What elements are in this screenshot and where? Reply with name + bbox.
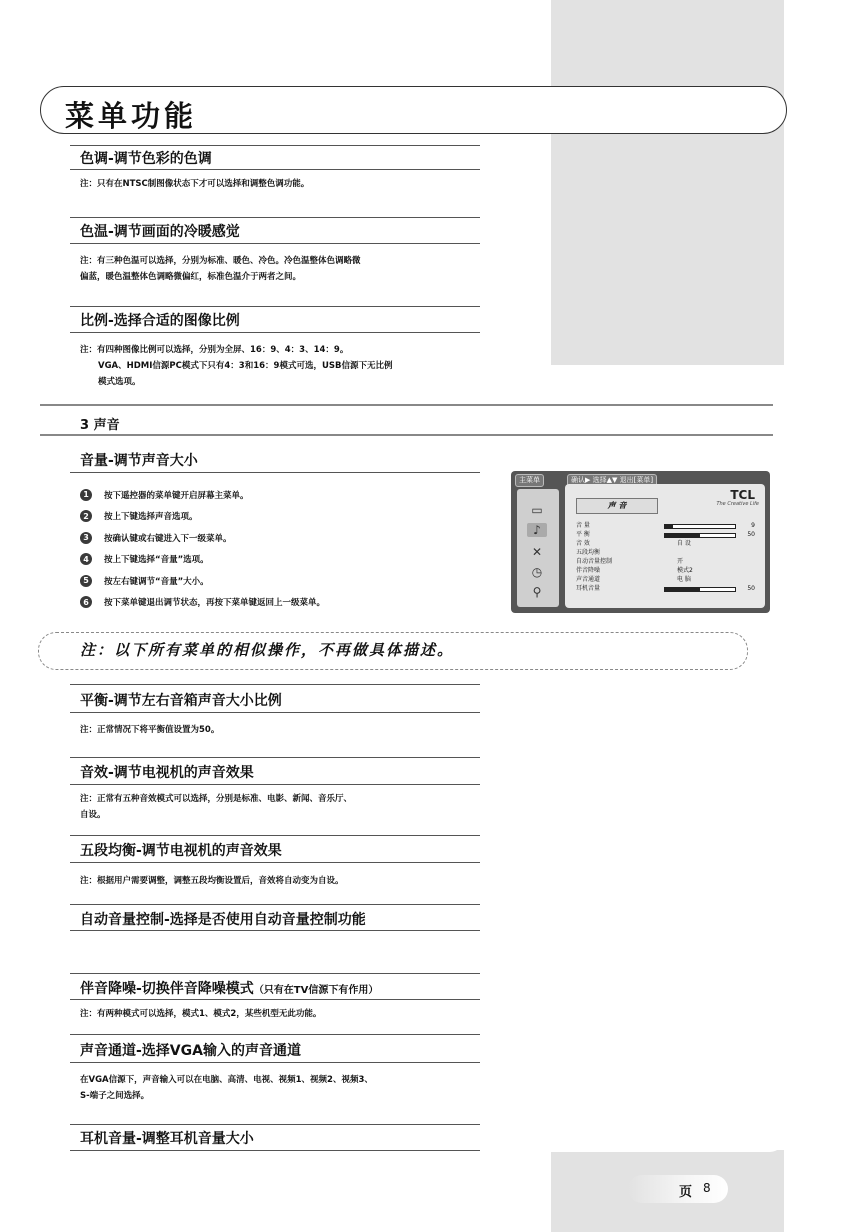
note-line: S-端子之间选择。	[80, 1091, 150, 1101]
divider	[70, 999, 480, 1000]
osd-sidebar	[517, 489, 559, 607]
note-line: 在VGA信源下，声音输入可以在电脑、高清、电视、视频1、视频2、视频3、	[80, 1075, 373, 1085]
osd-row-label: 音 效	[576, 540, 590, 547]
clock-icon: ◷	[531, 565, 543, 579]
step-text: 按上下键选择“音量”选项。	[104, 555, 209, 566]
divider	[70, 217, 480, 218]
divider	[70, 930, 480, 931]
tcl-logo: TCL	[730, 488, 755, 502]
note-line: 自设。	[80, 810, 106, 820]
tools-icon: ✕	[531, 545, 543, 559]
section-heading-balance: 平衡-调节左右音箱声音大小比例	[80, 693, 282, 709]
divider	[70, 757, 480, 758]
note-hue	[80, 176, 480, 192]
divider	[70, 904, 480, 905]
step-number: 1	[80, 489, 92, 501]
margin-bottom	[784, 1150, 853, 1232]
step-text: 按上下键选择声音选项。	[104, 512, 198, 523]
osd-level-fill	[665, 525, 673, 528]
note-line: 注：根据用户需要调整，调整五段均衡设置后，音效将自动变为自设。	[80, 876, 344, 886]
note-aspect	[80, 342, 480, 390]
step-text: 按左右键调节“音量”大小。	[104, 576, 209, 587]
osd-row-value: 9	[751, 522, 755, 529]
osd-row	[576, 585, 761, 592]
note-line: 注：有三种色温可以选择，分别为标准、暖色、冷色。冷色温整体色调略微	[80, 256, 361, 266]
note-equalizer	[80, 873, 480, 889]
step-item	[80, 484, 500, 506]
step-item	[80, 527, 500, 549]
section-heading-effect: 音效-调节电视机的声音效果	[80, 765, 254, 781]
osd-row-label: 五段均衡	[576, 549, 601, 556]
divider	[70, 1150, 480, 1151]
section-divider	[40, 434, 773, 436]
note-line: 模式选项。	[98, 377, 141, 387]
note-line: 注：有四种图像比例可以选择，分别为全屏、16：9、4：3、14：9。	[80, 345, 349, 355]
step-number: 6	[80, 596, 92, 608]
section-heading-noise-reduction	[80, 978, 378, 998]
section-heading-aspect: 比例-选择合适的图像比例	[80, 313, 240, 329]
osd-row-value: 50	[747, 531, 755, 538]
section-heading-hue: 色调-调节色彩的色调	[80, 151, 212, 167]
osd-row-label: 伴音降噪	[576, 567, 601, 574]
step-number: 4	[80, 553, 92, 565]
page-number: 8	[703, 1181, 711, 1195]
step-list	[80, 484, 500, 613]
osd-row	[576, 540, 761, 547]
osd-row-setting: 开	[677, 558, 684, 565]
note-color-temp	[80, 253, 480, 285]
osd-row-label: 声音通道	[576, 576, 601, 583]
note-line: VGA、HDMI信源PC模式下只有4：3和16：9模式可选，USB信源下无比例	[98, 361, 393, 371]
divider	[70, 169, 480, 170]
osd-row	[576, 531, 761, 538]
step-number: 5	[80, 575, 92, 587]
section-heading-color-temp: 色温-调节画面的冷暖感觉	[80, 224, 240, 240]
divider	[70, 243, 480, 244]
osd-row	[576, 567, 761, 574]
osd-row-label: 耳机音量	[576, 585, 601, 592]
osd-level-fill	[665, 534, 700, 537]
osd-sound-menu-screenshot	[511, 471, 770, 613]
osd-row-setting: 自 设	[677, 540, 691, 547]
page-number-badge	[628, 1175, 728, 1203]
osd-menu-title: 声 音	[576, 498, 658, 514]
note-line: 注：只有在NTSC制图像状态下才可以选择和调整色调功能。	[80, 179, 310, 189]
divider	[70, 1062, 480, 1063]
note-sound-channel	[80, 1072, 480, 1104]
step-item	[80, 570, 500, 592]
divider	[70, 973, 480, 974]
step-text: 按下遥控器的菜单键开启屏幕主菜单。	[104, 490, 249, 501]
divider	[70, 332, 480, 333]
section-heading-volume: 音量-调节声音大小	[80, 453, 198, 469]
divider	[70, 835, 480, 836]
divider	[70, 862, 480, 863]
osd-row	[576, 549, 761, 556]
margin-top	[784, 0, 853, 372]
osd-row-label: 自动音量控制	[576, 558, 613, 565]
osd-level-fill	[665, 588, 700, 591]
osd-main-panel	[565, 484, 765, 608]
osd-tab-hint: 确认▶ 选择▲▼ 退出[菜单]	[567, 474, 657, 487]
osd-row-label: 音 量	[576, 522, 590, 529]
step-number: 2	[80, 510, 92, 522]
osd-row	[576, 522, 761, 529]
osd-row-label: 平 衡	[576, 531, 590, 538]
heading-text: 伴音降噪-切换伴音降噪模式	[80, 981, 254, 997]
osd-level-bar	[664, 524, 736, 529]
section-sound-title: 3 声音	[80, 418, 120, 433]
note-effect	[80, 791, 480, 823]
osd-row	[576, 576, 761, 583]
note-line: 注：有两种模式可以选择，模式1、模式2，某些机型无此功能。	[80, 1009, 322, 1019]
step-number: 3	[80, 532, 92, 544]
divider	[70, 145, 480, 146]
step-item	[80, 592, 500, 614]
section-heading-headphone: 耳机音量-调整耳机音量大小	[80, 1131, 254, 1147]
section-heading-sound-channel: 声音通道-选择VGA输入的声音通道	[80, 1043, 301, 1059]
heading-suffix: （只有在TV信源下有作用）	[253, 985, 379, 996]
note-balance	[80, 722, 480, 738]
step-item	[80, 549, 500, 571]
divider	[70, 1034, 480, 1035]
osd-tab-main: 主菜单	[515, 474, 544, 487]
section-heading-equalizer: 五段均衡-调节电视机的声音效果	[80, 843, 282, 859]
search-icon: ⚲	[532, 585, 542, 599]
osd-level-bar	[664, 533, 736, 538]
sound-icon: ♪	[527, 523, 547, 537]
section-divider	[40, 404, 773, 406]
osd-row-setting: 模式2	[677, 567, 693, 574]
step-item	[80, 506, 500, 528]
osd-level-bar	[664, 587, 736, 592]
side-panel-top	[551, 0, 784, 372]
page-title: 菜单功能	[65, 99, 198, 133]
note-line: 注：正常情况下将平衡值设置为50。	[80, 725, 220, 735]
osd-row-value: 50	[747, 585, 755, 592]
osd-row	[576, 558, 761, 565]
step-text: 按确认键或右键进入下一级菜单。	[104, 533, 232, 544]
picture-icon: ▭	[531, 503, 543, 517]
divider	[70, 684, 480, 685]
divider	[70, 306, 480, 307]
section-heading-avc: 自动音量控制-选择是否使用自动音量控制功能	[80, 912, 366, 928]
osd-row-setting: 电 脑	[677, 576, 691, 583]
general-note: 注：以下所有菜单的相似操作，不再做具体描述。	[80, 641, 455, 659]
divider	[70, 472, 480, 473]
tcl-tagline: The Creative Life	[716, 501, 759, 507]
note-noise-reduction	[80, 1006, 480, 1022]
note-line: 偏蓝，暖色温整体色调略微偏红，标准色温介于两者之间。	[80, 272, 302, 282]
step-text: 按下菜单键退出调节状态，再按下菜单键返回上一级菜单。	[104, 598, 326, 609]
page-label: 页	[679, 1185, 693, 1200]
divider	[70, 712, 480, 713]
divider	[70, 1124, 480, 1125]
note-line: 注：正常有五种音效模式可以选择，分别是标准、电影、新闻、音乐厅、	[80, 794, 353, 804]
divider	[70, 784, 480, 785]
